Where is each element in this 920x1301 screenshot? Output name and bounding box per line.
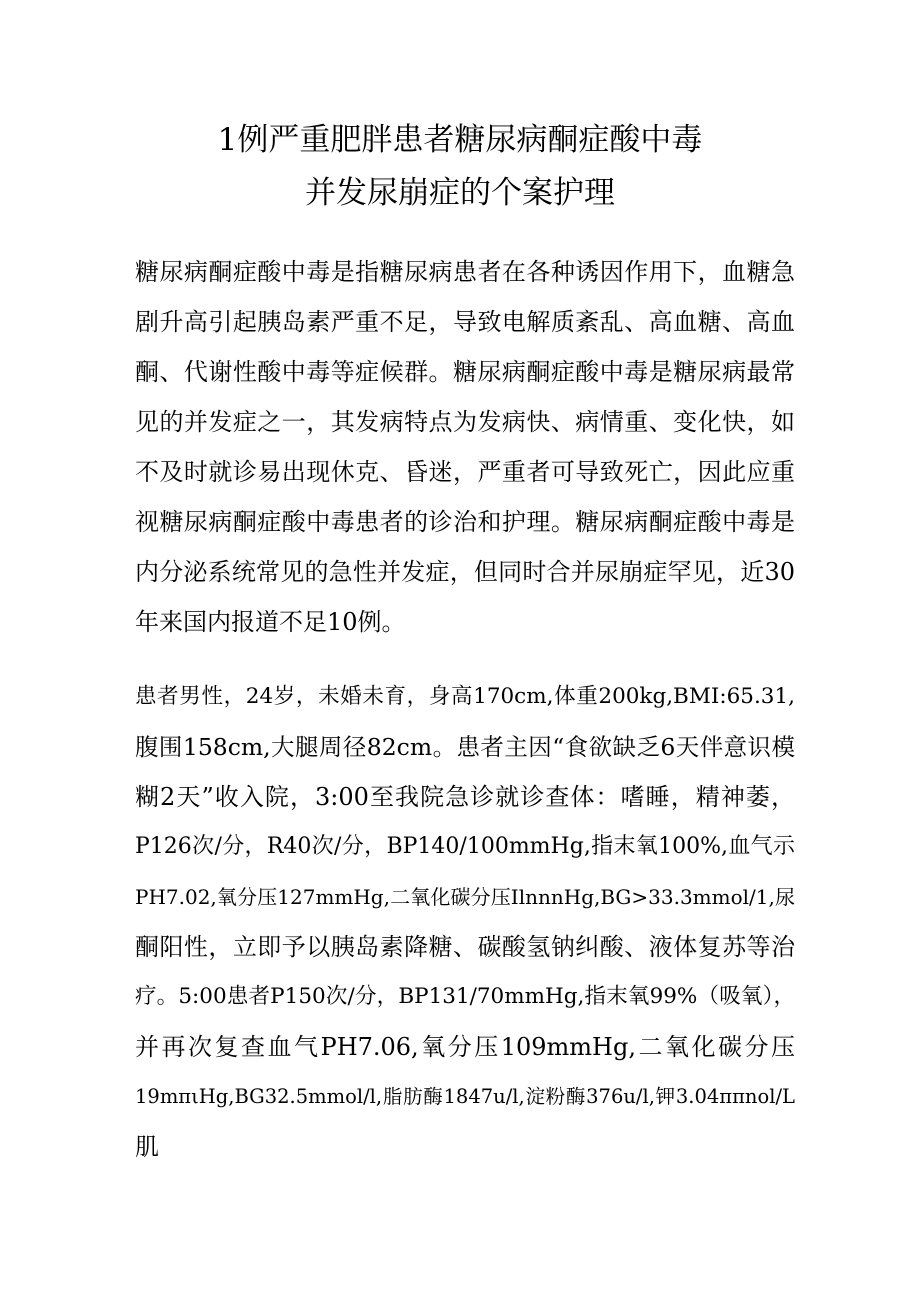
paragraph-line: 患者男性，24岁，未婚未育，身高170cm,体重200kg,BMI:65.31, <box>135 684 795 709</box>
paragraph-line: 酮阳性，立即予以胰岛素降糖、碳酸氢钠纠酸、液体复苏等治 <box>135 933 795 961</box>
document-title-line-1: 1例严重肥胖患者糖尿病酮症酸中毒 <box>217 122 703 158</box>
paragraph-line: 肌 <box>135 1133 159 1161</box>
paragraph-line: 并再次复查血气PH7.06,氧分压109mmHg,二氧化碳分压 <box>135 1033 795 1061</box>
intro-paragraph <box>135 247 795 647</box>
paragraph-line: 19mπιHg,BG32.5mmol/l,脂肪酶1847u/l,淀粉酶376u/l,钾3.04ππnol/L <box>135 1085 795 1108</box>
paragraph-line: 视糖尿病酮症酸中毒患者的诊治和护理。糖尿病酮症酸中毒是 <box>135 508 795 536</box>
paragraph-line: 腹围158cm,大腿周径82cm。患者主因“食欲缺乏6天伴意识模 <box>135 733 795 761</box>
paragraph-line: 糊2天”收入院，3:00至我院急诊就诊查体：嗜睡，精神萎， <box>135 783 795 811</box>
paragraph-line: 年来国内报道不足10例。 <box>135 608 406 636</box>
paragraph-line: 见的并发症之一，其发病特点为发病快、病情重、变化快，如 <box>135 408 795 436</box>
paragraph-line: 酮、代谢性酸中毒等症候群。糖尿病酮症酸中毒是糖尿病最常 <box>135 358 795 386</box>
paragraph-line: 内分泌系统常见的急性并发症，但同时合并尿崩症罕见，近30 <box>135 558 795 586</box>
document-title-line-2: 并发尿崩症的个案护理 <box>305 175 615 211</box>
paragraph-line: P126次/分，R40次/分，BP140/100mmHg,指末氧100%,血气示 <box>135 834 795 859</box>
paragraph-line: 不及时就诊易出现休克、昏迷，严重者可导致死亡，因此应重 <box>135 458 795 486</box>
paragraph-line: 糖尿病酮症酸中毒是指糖尿病患者在各种诱因作用下，血糖急 <box>135 258 795 286</box>
paragraph-line: 剧升高引起胰岛素严重不足，导致电解质紊乱、高血糖、高血 <box>135 308 795 336</box>
paragraph-line: 疗。5:00患者P150次/分，BP131/70mmHg,指末氧99%（吸氧）， <box>135 984 795 1009</box>
paragraph-line: PH7.02,氧分压127mmHg,二氧化碳分压IlnnnHg,BG>33.3mmol/1,尿 <box>135 885 795 909</box>
case-paragraph <box>135 672 795 1172</box>
